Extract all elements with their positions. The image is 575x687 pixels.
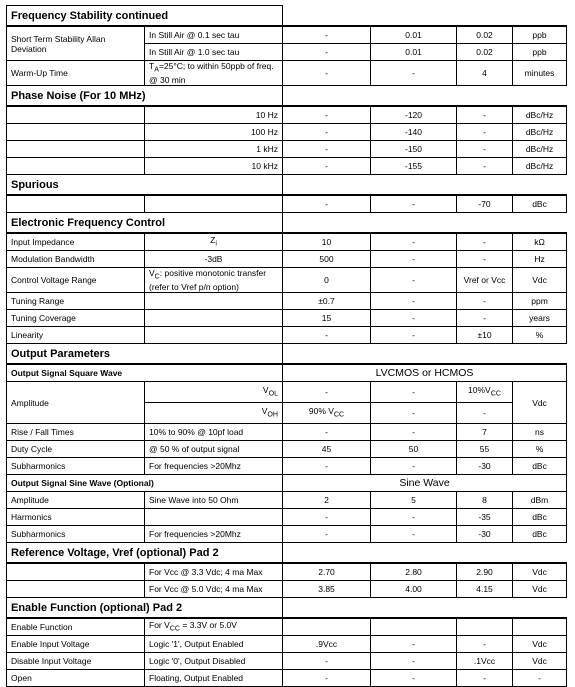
section-phase-noise (7, 86, 567, 107)
section-output (7, 344, 567, 365)
section-enable (7, 598, 567, 619)
table-row: 1 kHz - -150 - dBc/Hz (7, 141, 567, 158)
table-row: Enable Function For $V_{CC} = 3.3V$ or 5.0V (7, 618, 567, 636)
condition: In Still Air @ 0.1 sec tau (145, 26, 283, 44)
section-spurious (7, 175, 567, 196)
spec-sheet (6, 5, 566, 687)
condition: $T_A=25^\circ C$; to within 50ppb of freq. @ 30 min (145, 61, 283, 86)
section-title: Reference Voltage, Vref (optional) Pad 2 (7, 543, 283, 564)
subsection-sine-wave: Output Signal Sine Wave (Optional) Sine Wave (7, 475, 567, 492)
table-row: Linearity - - ±10 % (7, 327, 567, 344)
param-label: Warm-Up Time (7, 61, 145, 86)
table-row: Tuning Range ±0.7 - - ppm (7, 293, 567, 310)
section-frequency-stability (7, 6, 567, 27)
table-row: Tuning Coverage 15 - - years (7, 310, 567, 327)
table-row: Subharmonics For frequencies >20Mhz - - -30 dBc (7, 526, 567, 543)
section-title: Phase Noise (For 10 MHz) (7, 86, 283, 107)
table-row: Subharmonics For frequencies >20Mhz - - -30 dBc (7, 458, 567, 475)
specifications-table (6, 5, 567, 687)
table-row: Disable Input Voltage Logic '0', Output Disabled - - .1Vcc Vdc (7, 653, 567, 670)
table-row: 100 Hz - -140 - dBc/Hz (7, 124, 567, 141)
section-vref (7, 543, 567, 564)
table-row: For Vcc @ 5.0 Vdc; 4 ma Max 3.85 4.00 4.15 Vdc (7, 581, 567, 598)
table-row: $V_{OH}$ 90% $V_{CC}$ - - (7, 403, 567, 424)
table-row: Control Voltage Range $V_C$: positive monotonic transfer (refer to Vref p/n option) 0 - Vref or Vcc Vdc (7, 268, 567, 293)
table-row: Input Impedance $Z_i$ 10 - - kΩ (7, 233, 567, 251)
table-row: Rise / Fall Times 10% to 90% @ 10pf load - - 7 ns (7, 424, 567, 441)
table-row: For Vcc @ 3.3 Vdc; 4 ma Max 2.70 2.80 2.90 Vdc (7, 563, 567, 581)
table-row: Amplitude Sine Wave into 50 Ohm 2 5 8 dBm (7, 492, 567, 509)
table-row: - - -70 dBc (7, 195, 567, 213)
table-row: Enable Input Voltage Logic '1', Output Enabled .9Vcc - - Vdc (7, 636, 567, 653)
table-row: Warm-Up Time $T_A=25^\circ C$; to within 50ppb of freq. @ 30 min - - 4 minutes (7, 61, 567, 86)
table-row: 10 Hz - -120 - dBc/Hz (7, 106, 567, 124)
section-title: Spurious (7, 175, 283, 196)
condition: In Still Air @ 1.0 sec tau (145, 44, 283, 61)
table-row: Short Term Stability Allan Deviation In Still Air @ 0.1 sec tau - 0.01 0.02 ppb (7, 26, 567, 44)
table-row: Modulation Bandwidth -3dB 500 - - Hz (7, 251, 567, 268)
section-title: Output Parameters (7, 344, 283, 365)
table-row: Open Floating, Output Enabled - - - - (7, 670, 567, 687)
subsection-square-wave: Output Signal Square Wave LVCMOS or HCMOS (7, 364, 567, 382)
section-title: Electronic Frequency Control (7, 213, 283, 234)
section-efc (7, 213, 567, 234)
section-title: Frequency Stability continued (7, 6, 283, 27)
table-row: Harmonics - - -35 dBc (7, 509, 567, 526)
table-row: Amplitude $V_{OL}$ - - $10\%V_{CC}$ Vdc (7, 382, 567, 403)
section-title: Enable Function (optional) Pad 2 (7, 598, 283, 619)
table-row: In Still Air @ 1.0 sec tau - 0.01 0.02 ppb (7, 44, 567, 61)
table-row: Duty Cycle @ 50 % of output signal 45 50 55 % (7, 441, 567, 458)
param-label: Short Term Stability Allan Deviation (7, 26, 145, 61)
table-row: 10 kHz - -155 - dBc/Hz (7, 158, 567, 175)
